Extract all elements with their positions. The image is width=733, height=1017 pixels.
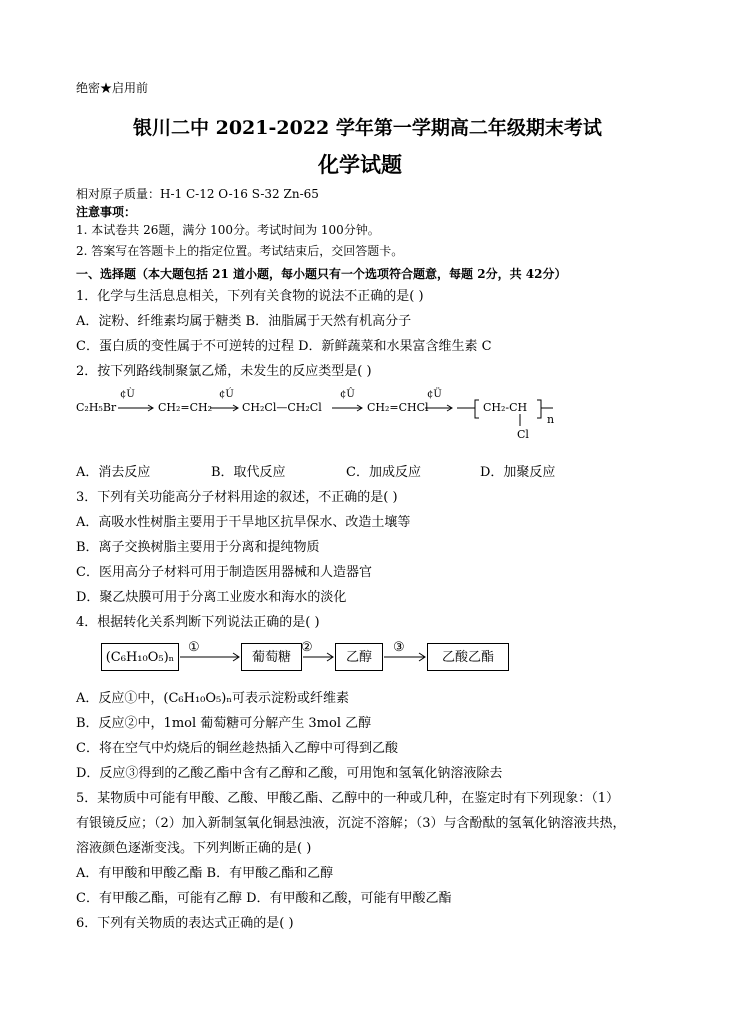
- scheme-cond-3: ¢Û: [340, 389, 355, 400]
- q5-stem-line-3: 溶液颜色逐渐变浅。下列判断正确的是( ): [76, 841, 312, 856]
- flow-box-cellulose: (C₆H₁₀O₅)ₙ: [101, 643, 179, 671]
- notes-item-1: 1. 本试卷共 26题，满分 100分。考试时间为 100分钟。: [76, 223, 380, 237]
- q2-stem: 2．按下列路线制聚氯乙烯，未发生的反应类型是( ): [76, 364, 372, 379]
- q5-stem-line-1: 5．某物质中可能有甲酸、乙酸、甲酸乙酯、乙醇中的一种或几种，在鉴定时有下列现象：（1）: [76, 791, 620, 806]
- scheme-ethene: CH₂=CH₂: [158, 401, 213, 414]
- notes-heading: 注意事项：: [76, 205, 137, 219]
- q5-stem-line-2: 有银镜反应；（2）加入新制氢氧化铜悬浊液，沉淀不溶解；（3）与含酚酞的氢氧化钠溶液共热，: [76, 816, 626, 831]
- q5-option-ab: A．有甲酸和甲酸乙酯 B．有甲酸乙酯和乙醇: [76, 866, 334, 881]
- q4-option-b: B．反应②中，1mol 葡萄糖可分解产生 3mol 乙醇: [76, 716, 372, 731]
- q2-option-c: C．加成反应: [346, 465, 421, 480]
- q3-option-a: A．高吸水性树脂主要用于干旱地区抗旱保水、改造土壤等: [76, 515, 411, 530]
- q3-option-c: C．医用高分子材料可用于制造医用器械和人造器官: [76, 565, 372, 580]
- q4-option-d: D．反应③得到的乙酸乙酯中含有乙醇和乙酸，可用饱和氢氧化钠溶液除去: [76, 766, 503, 781]
- flow-box-ethyl-acetate: 乙酸乙酯: [427, 643, 509, 671]
- scheme-dichloroethane: CH₂Cl—CH₂Cl: [242, 401, 322, 414]
- q4-stem: 4．根据转化关系判断下列说法正确的是( ): [76, 615, 320, 630]
- q3-option-b: B．离子交换树脂主要用于分离和提纯物质: [76, 540, 320, 555]
- notes-item-2: 2. 答案写在答题卡上的指定位置。考试结束后，交回答题卡。: [76, 244, 404, 258]
- section-heading: 一、选择题（本大题包括 21 道小题，每小题只有一个选项符合题意，每题 2分，共 42分）: [76, 267, 567, 281]
- secret-label: 绝密★启用前: [76, 81, 149, 95]
- q2-option-d: D．加聚反应: [480, 465, 556, 480]
- flow-label-3: ③: [393, 640, 405, 655]
- q2-option-b: B．取代反应: [211, 465, 286, 480]
- q4-option-c: C．将在空气中灼烧后的铜丝趁热插入乙醇中可得到乙酸: [76, 741, 398, 756]
- flow-box-ethanol: 乙醇: [335, 643, 383, 671]
- scheme-subscript-n: n: [547, 413, 555, 426]
- q3-option-d: D．聚乙炔膜可用于分离工业废水和海水的淡化: [76, 590, 347, 605]
- q1-stem: 1．化学与生活息息相关，下列有关食物的说法不正确的是( ): [76, 289, 424, 304]
- q1-option-ab: A．淀粉、纤维素均属于糖类 B．油脂属于天然有机高分子: [76, 314, 412, 329]
- exam-title: 银川二中 2021-2022 学年第一学期高二年级期末考试: [133, 117, 602, 139]
- scheme-chlorine: Cl: [517, 428, 529, 441]
- flow-label-1: ①: [188, 640, 200, 655]
- scheme-vinyl-chloride: CH₂=CHCl: [367, 401, 429, 414]
- flow-label-2: ②: [301, 640, 313, 655]
- q1-option-cd: C．蛋白质的变性属于不可逆转的过程 D．新鲜蔬菜和水果富含维生素 C: [76, 339, 492, 354]
- q2-option-a: A．消去反应: [76, 465, 151, 480]
- flow-box-glucose: 葡萄糖: [241, 643, 302, 671]
- atomic-masses: 相对原子质量：H-1 C-12 O-16 S-32 Zn-65: [76, 187, 319, 201]
- scheme-cond-4: ¢Ü: [427, 389, 442, 400]
- q5-option-cd: C．有甲酸乙酯，可能有乙醇 D．有甲酸和乙酸，可能有甲酸乙酯: [76, 891, 452, 906]
- q6-stem: 6．下列有关物质的表达式正确的是( ): [76, 916, 294, 931]
- q4-option-a: A．反应①中，(C₆H₁₀O₅)ₙ可表示淀粉或纤维素: [76, 691, 349, 706]
- exam-subtitle: 化学试题: [318, 152, 402, 177]
- scheme-c2h5br: C₂H₅Br: [76, 401, 117, 414]
- scheme-pvc-unit: CH₂-CH: [483, 401, 528, 414]
- scheme-cond-1: ¢Ù: [120, 389, 135, 400]
- scheme-cond-2: ¢Ú: [219, 389, 234, 400]
- q3-stem: 3．下列有关功能高分子材料用途的叙述，不正确的是( ): [76, 490, 398, 505]
